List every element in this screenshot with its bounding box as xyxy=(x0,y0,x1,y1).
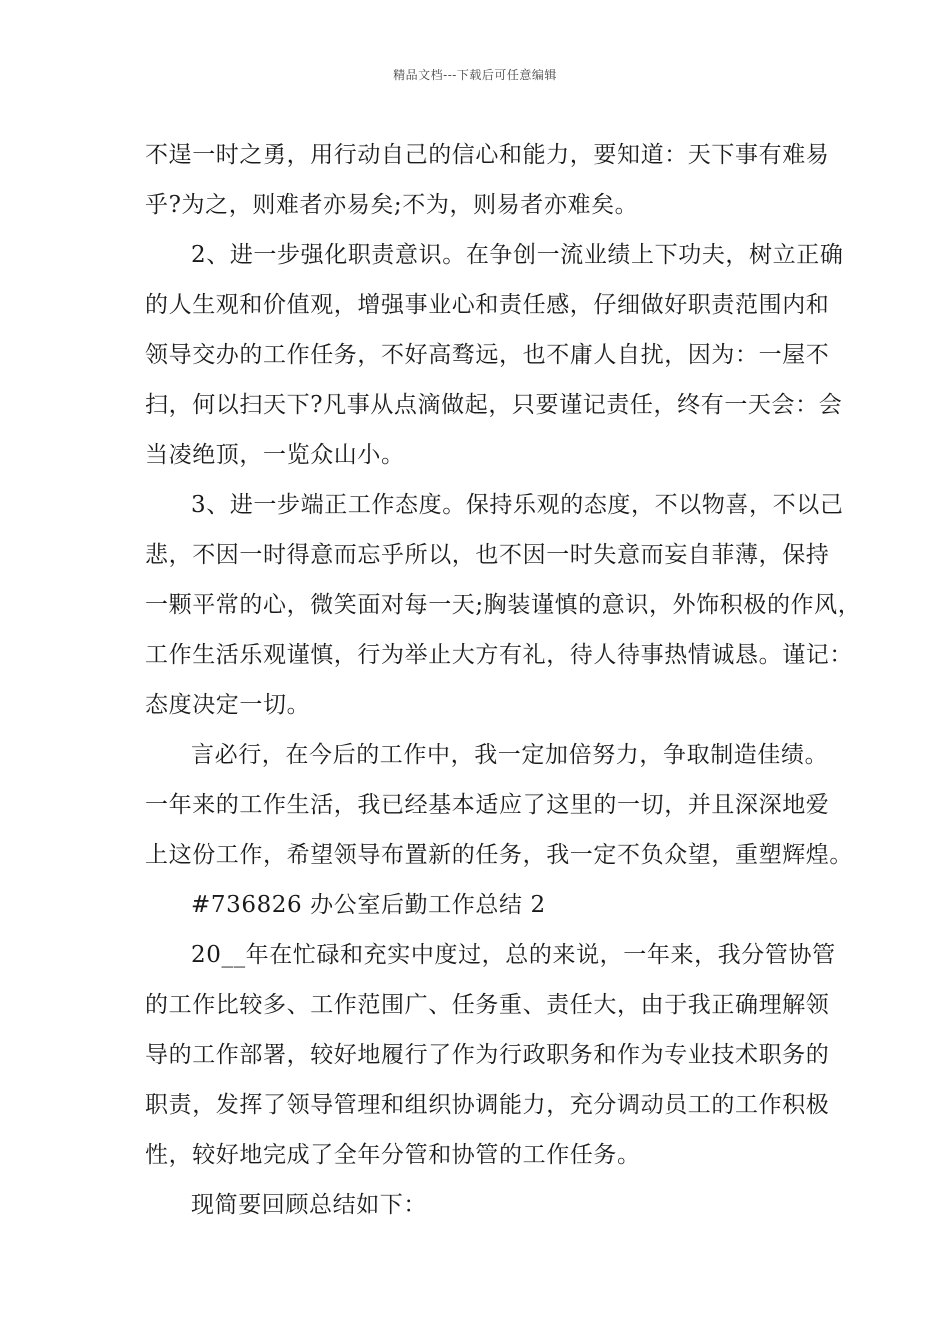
text-line: 一颗平常的心，微笑面对每一天;胸装谨慎的意识，外饰积极的作风， xyxy=(145,592,862,618)
text-line: 言必行，在今后的工作中，我一定加倍努力，争取制造佳绩。 xyxy=(191,742,829,768)
text-line: 乎?为之，则难者亦易矣;不为，则易者亦难矣。 xyxy=(145,192,639,218)
text-line: 不逞一时之勇，用行动自己的信心和能力，要知道：天下事有难易 xyxy=(145,142,830,168)
page-header: 精品文档---下载后可任意编辑 xyxy=(393,68,557,82)
document-body xyxy=(145,130,862,1230)
text-line: 领导交办的工作任务，不好高骛远，也不庸人自扰，因为：一屋不 xyxy=(145,342,830,368)
text-line: 3、进一步端正工作态度。保持乐观的态度，不以物喜，不以己 xyxy=(191,492,844,518)
text-line: 工作生活乐观谨慎，行为举止大方有礼，待人待事热情诚恳。谨记： xyxy=(145,642,853,668)
text-line: 2、进一步强化职责意识。在争创一流业绩上下功夫，树立正确 xyxy=(191,242,844,268)
text-line: 悲，不因一时得意而忘乎所以，也不因一时失意而妄自菲薄，保持 xyxy=(145,542,830,568)
text-line: 态度决定一切。 xyxy=(145,692,311,718)
text-line: #736826 办公室后勤工作总结 2 xyxy=(191,892,546,918)
text-line: 一年来的工作生活，我已经基本适应了这里的一切，并且深深地爱 xyxy=(145,792,830,818)
text-line: 职责，发挥了领导管理和组织协调能力，充分调动员工的工作积极 xyxy=(145,1092,830,1118)
text-line: 上这份工作，希望领导布置新的任务，我一定不负众望，重塑辉煌。 xyxy=(145,842,853,868)
text-line: 的人生观和价值观，增强事业心和责任感，仔细做好职责范围内和 xyxy=(145,292,830,318)
text-line: 20__年在忙碌和充实中度过，总的来说，一年来，我分管协管 xyxy=(191,942,836,968)
text-line: 的工作比较多、工作范围广、任务重、责任大，由于我正确理解领 xyxy=(145,992,830,1018)
text-line: 导的工作部署，较好地履行了作为行政职务和作为专业技术职务的 xyxy=(145,1042,830,1068)
text-line: 现简要回顾总结如下： xyxy=(191,1192,427,1218)
text-line: 性，较好地完成了全年分管和协管的工作任务。 xyxy=(145,1142,641,1168)
text-line: 扫，何以扫天下?凡事从点滴做起，只要谨记责任，终有一天会：会 xyxy=(145,392,843,418)
text-line: 当凌绝顶，一览众山小。 xyxy=(145,442,405,468)
